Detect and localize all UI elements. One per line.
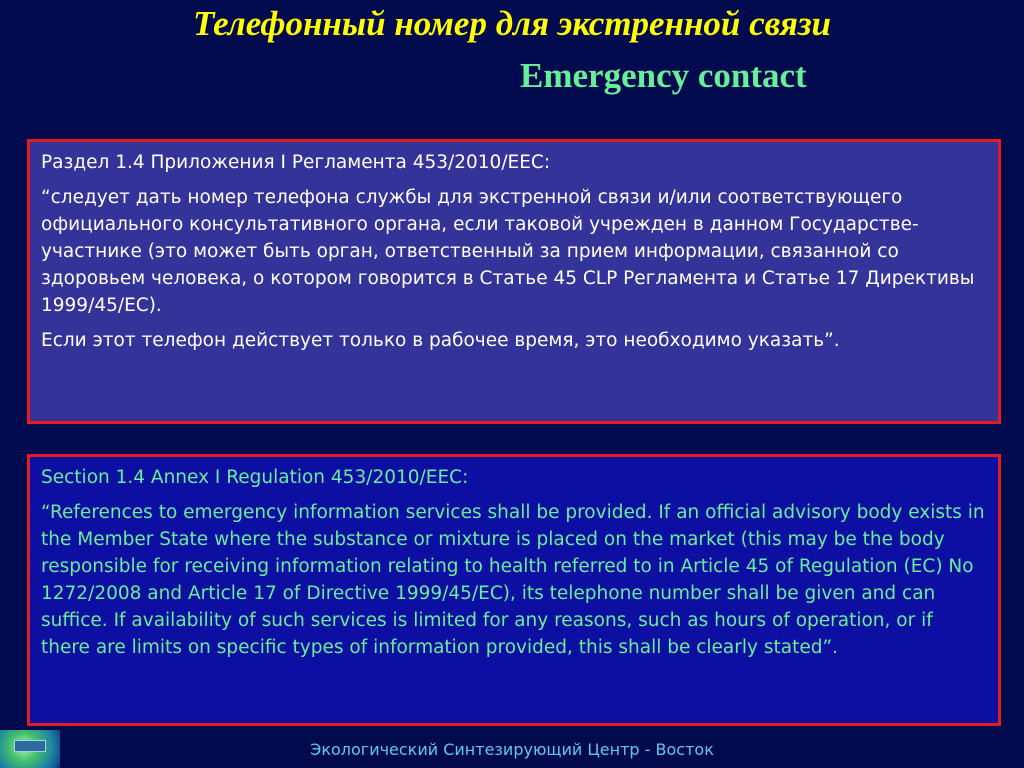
english-text-box	[27, 454, 1001, 726]
english-heading: Section 1.4 Annex I Regulation 453/2010/EEC:	[41, 467, 469, 488]
page-title-en: Emergency contact	[520, 56, 807, 95]
russian-paragraph-2: Если этот телефон действует только в рабочее время, это необходимо указать”.	[41, 330, 840, 351]
page-title-ru: Телефонный номер для экстренной связи	[193, 4, 831, 43]
russian-heading: Раздел 1.4 Приложения I Регламента 453/2010/ЕЕС:	[41, 152, 551, 173]
footer-organization: Экологический Синтезирующий Центр - Восток	[310, 740, 714, 759]
russian-paragraph-1: “следует дать номер телефона службы для экстренной связи и/или соответствующего официального консультативного органа, если таковой учрежден в данном Государстве-участнике (это может быть орган, ответственный за прием информации, связанной со здоровьем человека, о котором говорится в Статье 45 CLP Регламента и Статье 17 Директивы 1999/45/ЕС).	[41, 187, 975, 316]
english-paragraph-1: “References to emergency information services shall be provided. If an official advisory body exists in the Member State where the substance or mixture is placed on the market (this may be the body responsible for receiving information relating to health referred to in Article 45 of Regulation (EC) No 1272/2008 and Article 17 of Directive 1999/45/EC), its telephone number shall be given and can suffice. If availability of such services is limited for any reasons, such as hours of operation, or if there are limits on specific types of information provided, this shall be clearly stated”.	[41, 502, 985, 658]
russian-text-box	[27, 139, 1001, 424]
